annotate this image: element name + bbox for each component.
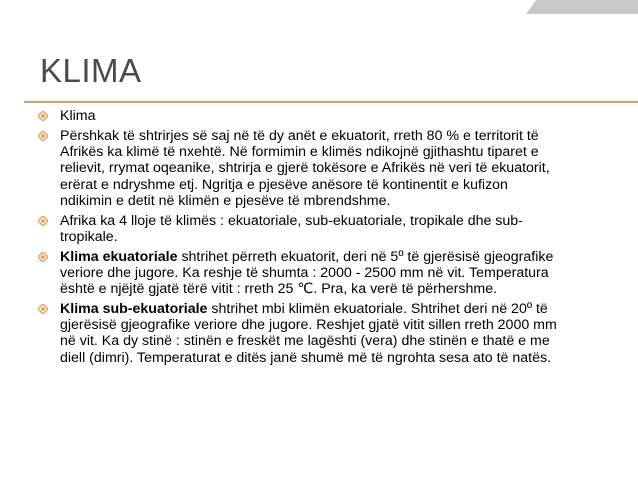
title-underline	[24, 101, 638, 103]
bullet-item	[38, 213, 558, 246]
bullet-bold: Klima sub-ekuatoriale	[60, 300, 208, 317]
bullet-text: Përshkak të shtrirjes së saj në të dy anët e ekuatorit, rreth 80 % e territorit të Afrikës ka klimë të nxehtë. Në formimin e klimës ndikojnë gjithashtu tiparet e relievit, rrymat oqeanike, shtrirja e gjerë tokësore e Afrikës në veri të ekuatorit, erërat e ndryshme etj. Ngritja e pjesëve anësore të kontinentit e kufizon ndikimin e detit në klimën e pjesëve të mbrendshme.	[60, 127, 550, 209]
bullet-text: Afrika ka 4 lloje të klimës : ekuatoriale, sub-ekuatoriale, tropikale dhe sub-tropikale.	[60, 212, 523, 245]
bullet-item	[38, 301, 558, 366]
bullet-list	[38, 108, 558, 369]
bullet-icon	[38, 216, 48, 226]
bullet-icon	[38, 131, 48, 141]
corner-decoration	[526, 0, 638, 14]
bullet-text: shtrihet përreth ekuatorit, deri në 5º të gjerësisë gjeografike veriore dhe jugore. Ka reshje të shumta : 2000 - 2500 mm në vit. Temperatura është e njëjtë gjatë tërë vitit : rreth 25 ℃. Pra, ka verë të përhershme.	[60, 248, 554, 298]
bullet-icon	[38, 304, 48, 314]
bullet-icon	[38, 252, 48, 262]
bullet-text: Klima	[60, 108, 96, 124]
bullet-item	[38, 128, 558, 209]
slide-title: KLIMA	[40, 52, 142, 89]
bullet-text: shtrihet mbi klimën ekuatoriale. Shtrihet deri në 20º të gjerësisë gjeografike veriore dhe jugore. Reshjet gjatë vitit sillen rreth 2000 mm në vit. Ka dy stinë : stinën e freskët me lagështi (vera) dhe stinën e thatë e me diell (dimri). Temperaturat e ditës janë shumë më të ngrohta sesa ato të natës.	[60, 300, 557, 366]
bullet-item	[38, 108, 558, 124]
bullet-icon	[38, 111, 48, 121]
bullet-bold: Klima ekuatoriale	[60, 248, 178, 265]
bullet-item	[38, 249, 558, 298]
